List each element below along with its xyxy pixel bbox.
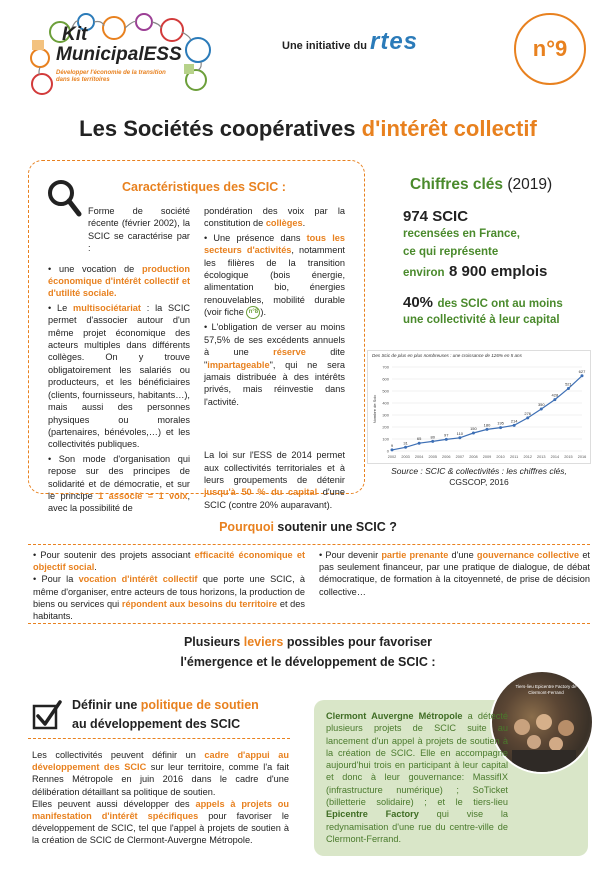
example-text-2: qui vise la redynamisation d'une rue du centre-ville de Clermont-Ferrand. [326, 809, 508, 844]
policy-p2-text: Elles peuvent aussi développer des [32, 798, 196, 809]
why-reason-1-highlight: efficacité économique et objectif social [33, 550, 306, 573]
chart-data-label: 195 [497, 420, 504, 426]
why-reason-2 [33, 573, 305, 622]
chart-data-label: 428 [551, 392, 559, 398]
policy-heading-pre: Définir une [72, 698, 141, 712]
checkbox-icon [32, 700, 62, 730]
why-reason-1-text: • Pour soutenir des projets associant [33, 550, 195, 560]
chart-data-point [472, 432, 475, 435]
key-figures-line4-pre: environ [403, 267, 445, 279]
chart-data-point [458, 436, 461, 439]
key-figures-pct [403, 294, 563, 312]
example-bold-1: Clermont Auvergne Métropole [326, 711, 463, 721]
characteristics-bullet-5 [204, 321, 345, 408]
chart-x-tick-label: 2011 [510, 455, 519, 459]
policy-p2-highlight: appels à projets ou manifestation d'intérêt spécifiques [32, 798, 289, 822]
bullet-5-mid: dite " [204, 347, 346, 370]
why-reason-3-text: • Pour devenir [319, 550, 382, 560]
key-figures-line2: recensées en France, [403, 228, 520, 240]
weighting-end: . [302, 218, 306, 229]
levers-line1 [0, 632, 616, 652]
chart-x-tick-label: 2008 [469, 455, 478, 459]
weighting-highlight: collèges [265, 218, 303, 229]
why-right-col [319, 549, 590, 598]
example-bold-2: Epicentre Factory [326, 809, 419, 820]
chart-data-point [486, 428, 489, 431]
chart-x-tick-label: 2002 [387, 455, 397, 459]
policy-p1-highlight: cadre d'appui au développement des SCIC [32, 750, 289, 773]
chart-data-label: 150 [470, 426, 477, 431]
chart-y-tick-label: 500 [382, 388, 389, 394]
bullet-2-highlight: multisociétariat [73, 302, 141, 313]
characteristics-law [204, 449, 345, 511]
why-reason-2-highlight-1: vocation d'intérêt collectif [78, 574, 198, 585]
why-reason-1 [33, 549, 305, 573]
page-title-part2: d'intérêt collectif [361, 116, 537, 141]
chart-y-tick-label: 100 [382, 436, 389, 442]
chart-x-tick-label: 2005 [428, 455, 437, 459]
policy-divider [28, 738, 290, 739]
policy-p2-rest: pour favoriser le développement de SCIC, tel que l'appel à projets de soutien à la création de SCIC de Clermont-Auvergne Métropole. [32, 811, 289, 846]
chart-data-point [418, 442, 421, 445]
why-heading-rest: soutenir une SCIC ? [273, 520, 397, 534]
chart-y-tick-label: 400 [382, 400, 389, 406]
fiche-badge[interactable]: n°8 [246, 306, 260, 319]
chart-data-point [567, 387, 570, 390]
chart-y-tick-label: 300 [382, 412, 389, 418]
chart-y-tick-label: 700 [382, 364, 389, 370]
bullet-2-rest: : la SCIC permet d'associer autour d'un même projet économique des acteurs multiples dans différents collèges. On y trouve obligatoirement les salariés ou producteurs, et les bénéficiaires (clients, fournisseurs, habitants…), mais aussi des personnes physiques ou morales (partenaires, bénévoles,…) et les collectivités publiques. [48, 302, 191, 450]
kit-title-line1: Kit [62, 24, 88, 45]
levers-line1-highlight: leviers [243, 635, 284, 649]
law-text: La loi sur l'ESS de 2014 permet aux collectivités territoriales et à leurs groupements de détenir [204, 450, 345, 485]
characteristics-bullet-1 [48, 263, 190, 300]
chart-data-point [445, 438, 448, 441]
characteristics-col1 [48, 205, 190, 515]
key-figures-pct-text1: des SCIC ont au moins [437, 298, 563, 310]
chart-data-label: 97 [444, 432, 449, 438]
chart-data-point [540, 408, 543, 411]
key-figures-jobs: 8 900 emplois [449, 263, 548, 280]
kit-tagline: Développer l'économie de la transition dans les territoires [56, 70, 166, 83]
chart-x-tick-label: 2004 [414, 455, 424, 459]
example-photo-caption: Tiers-lieu Epicentre Factory de Clermont-Ferrand [515, 684, 577, 695]
law-highlight: jusqu'à 50 % du capital [204, 487, 318, 498]
key-figures-title: Chiffres clés [410, 176, 504, 193]
chart-data-label: 627 [578, 368, 586, 374]
bullet-1-highlight: production économique d'intérêt collectif et d'utilité sociale. [48, 263, 190, 299]
why-reason-2-text: • Pour la [33, 574, 79, 585]
chart-data-label: 214 [510, 418, 518, 424]
chart-source-line2: CGSCOP, 2016 [449, 477, 509, 487]
bullet-4-rest: , notamment les filières de la transition écologique (bois énergie, alimentation bio, énergies renouvelables, mobilité durable (voir fiche [204, 245, 345, 318]
chart-data-point [581, 374, 584, 377]
example-text [326, 710, 508, 845]
why-reason-3 [319, 549, 590, 598]
why-reason-3-end: et pas seulement financeur, par une pratique de dialogue, de débat démocratique, de formation à la citoyenneté, de prise de décision collective… [319, 550, 590, 597]
why-reason-2-end: et des habitants. [33, 598, 305, 622]
chart-data-point [499, 426, 502, 429]
issue-number: n°9 [532, 36, 568, 61]
policy-p1-text: Les collectivités peuvent définir un [32, 750, 205, 760]
chart-data-label: 180 [483, 422, 491, 428]
why-reason-3-highlight-2: gouvernance collective [476, 550, 580, 560]
chart-data-point [404, 446, 407, 449]
levers-line2: l'émergence et le développement de SCIC : [180, 655, 436, 669]
bullet-4-highlight: tous les secteurs d'activités [204, 232, 345, 256]
law-rest: d'une SCIC (contre 20% auparavant). [204, 487, 345, 510]
chart-data-label: 65 [416, 436, 422, 442]
policy-heading-highlight: politique de soutien [140, 698, 259, 712]
chart-x-tick-label: 2007 [455, 455, 465, 459]
chart-data-label: 276 [524, 410, 532, 416]
bullet-2-text: • Le [48, 302, 74, 313]
chart-y-tick-label: 600 [382, 376, 389, 382]
levers-line1-pre: Plusieurs [183, 635, 244, 649]
characteristics-bullet-3 [48, 453, 190, 515]
bullet-3-rest: , avec la possibilité de [48, 490, 190, 514]
bullet-5-text: • L'obligation de verser au moins 57,5% de ses excédents annuels à une [204, 322, 345, 358]
chart-data-point [431, 440, 434, 443]
why-reason-3-mid: d'une [448, 550, 477, 560]
weighting-text: pondération des voix par la constitution de [204, 206, 345, 229]
example-paragraph-1 [326, 710, 508, 845]
chart-data-label: 350 [537, 402, 545, 407]
characteristics-bullet-2 [48, 302, 190, 451]
key-figures-pct-text2: une collectivité à leur capital [403, 314, 560, 326]
chart-x-tick-label: 2006 [442, 455, 451, 459]
policy-paragraph-2 [32, 798, 289, 847]
initiative-label: Une initiative du [282, 40, 367, 52]
bullet-4-end: ). [260, 307, 267, 318]
policy-paragraph-1 [32, 749, 289, 798]
policy-heading-line1 [72, 696, 259, 715]
why-left-col [33, 549, 305, 622]
key-figures-pct-value: 40% [403, 294, 434, 311]
why-reason-2-mid: que porte une SCIC, à même d'organiser, entre acteurs de tous horizons, la production de biens ou services qui [33, 574, 305, 609]
chart-x-tick-label: 2010 [496, 455, 505, 459]
why-reason-2-highlight-2: répondent aux besoins du territoire [121, 598, 278, 609]
chart-data-point [391, 448, 394, 451]
why-reason-1-end: . [94, 562, 97, 573]
chart-x-tick-label: 2003 [401, 455, 410, 459]
chart-data-point [513, 424, 516, 427]
chart-y-tick-label: 200 [382, 424, 389, 430]
bullet-5-rest: ", qui ne sera jamais distribuée à des intérêts privés, mais réinvestie dans l'activité. [204, 359, 345, 407]
bullet-3-highlight: 1 associé = 1 voix [98, 490, 188, 501]
growth-chart [367, 350, 591, 464]
key-figures-year: (2019) [507, 176, 553, 193]
key-figures-heading [410, 176, 552, 194]
policy-heading-line2: au développement des SCIC [72, 717, 241, 731]
why-reason-3-highlight-1: partie prenante [381, 550, 449, 560]
policy-p1-rest: sur leur territoire, comme l'a fait Rennes Métropole en juin 2016 dans le cadre d'une délibération détaillant sa politique de soutien. [32, 762, 289, 797]
chart-x-tick-label: 2009 [482, 455, 492, 459]
rtes-logo [370, 28, 442, 60]
chart-x-tick-label: 2015 [564, 455, 573, 459]
bullet-4-text: • Une présence dans [204, 232, 307, 243]
chart-data-label: 521 [565, 381, 572, 387]
chart-x-tick-label: 2013 [537, 455, 546, 459]
key-figures-count: 974 SCIC [403, 208, 469, 225]
issue-badge [514, 13, 586, 85]
characteristics-col2 [204, 205, 345, 511]
characteristics-bullet-4 [204, 232, 345, 320]
chart-data-point [526, 416, 529, 419]
chart-y-tick-label: 0 [386, 448, 389, 454]
chart-x-tick-label: 2014 [550, 455, 560, 459]
chart-y-axis-label: Nombre de Scic [372, 394, 377, 424]
kit-logo [26, 10, 226, 100]
key-figures-line4 [403, 263, 547, 281]
chart-data-label: 80 [430, 434, 435, 440]
characteristics-heading: Caractéristiques des SCIC : [122, 180, 286, 194]
bullet-3-text: • Son mode d'organisation qui repose sur des principes de solidarité et de démocratie, et sur le principe [48, 453, 190, 501]
bullet-1-text: • une vocation de [48, 263, 143, 274]
key-figures-line3: ce qui représente [403, 246, 499, 258]
policy-text [32, 749, 289, 847]
chart-x-tick-label: 2012 [523, 455, 532, 459]
chart-data-label: 110 [456, 430, 464, 436]
chart-data-label: 9 [390, 442, 394, 448]
example-text-1: a détecté plusieurs projets de SCIC suite au lancement d'un appel à projets de soutien à la création de SCIC. Elle en accompagne aujourd'hui trois en participant à leur capital et donc à leur gouvernance: MassifIX (infrastructure numérique) ; SoTicket (billetterie solidaire) ; et le tiers-lieu [326, 711, 508, 808]
characteristics-intro: Forme de société récente (février 2002), la SCIC se caractérise par : [88, 206, 190, 254]
bullet-5-highlight-2: impartageable [207, 359, 270, 370]
page-title-part1: Les Sociétés coopératives [79, 116, 356, 141]
why-heading-highlight: Pourquoi [219, 520, 274, 534]
page-title [0, 116, 616, 142]
levers-heading [0, 632, 616, 672]
chart-x-tick-label: 2016 [577, 455, 587, 459]
chart-title: Des Scic de plus en plus nombreuses : une croissance de 126% en 5 ans [372, 353, 522, 358]
why-heading [0, 520, 616, 534]
chart-canvas [368, 351, 590, 463]
kit-title-line2: MunicipalESS [56, 44, 182, 65]
chart-source-line1: Source : SCIC & collectivités : les chiffres clés, [391, 466, 567, 476]
bullet-5-highlight-1: réserve [273, 347, 306, 358]
chart-data-label: 31 [403, 440, 408, 446]
levers-line1-post: possibles pour favoriser [283, 635, 433, 649]
rtes-logo-text: rtes [370, 28, 419, 55]
characteristics-col2-weighting [204, 205, 345, 230]
policy-heading [72, 696, 259, 734]
chart-data-point [553, 398, 556, 401]
